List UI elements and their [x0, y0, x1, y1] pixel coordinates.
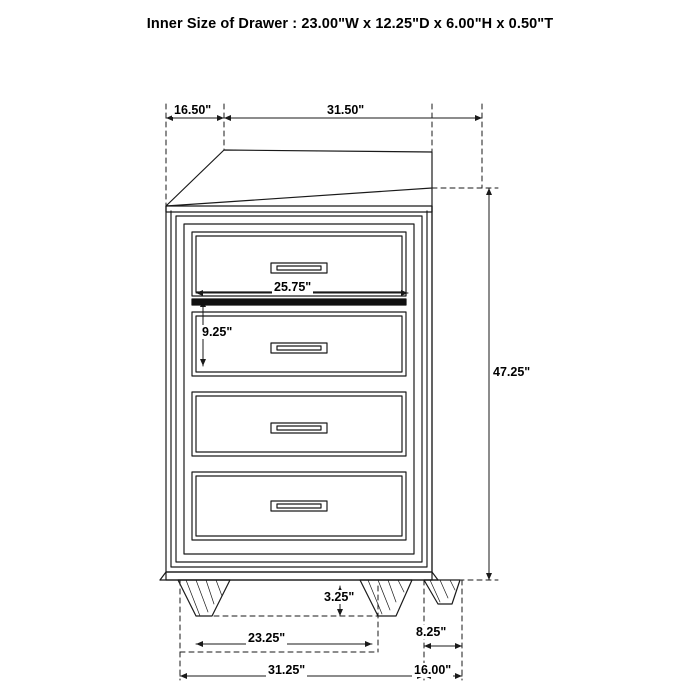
- dimension-label-base-depth: 8.25": [416, 625, 447, 639]
- page-title: Inner Size of Drawer : 23.00"W x 12.25"D x 6.00"H x 0.50"T: [146, 16, 554, 32]
- dimension-label-drawer-inner-height: 9.25": [202, 325, 233, 339]
- dimension-label-leg-height: 3.25": [324, 590, 355, 604]
- dimension-label-total-height: 47.25": [493, 365, 531, 379]
- dimension-label-base-side-depth: 16.00": [414, 663, 452, 677]
- dimension-label-leg-span-inner: 23.25": [248, 631, 286, 645]
- dimension-label-base-width: 31.25": [268, 663, 306, 677]
- dimension-label-depth-top: 16.50": [174, 103, 212, 117]
- dimension-label-drawer-inner-width: 25.75": [274, 280, 312, 294]
- dimension-label-width-top: 31.50": [327, 103, 365, 117]
